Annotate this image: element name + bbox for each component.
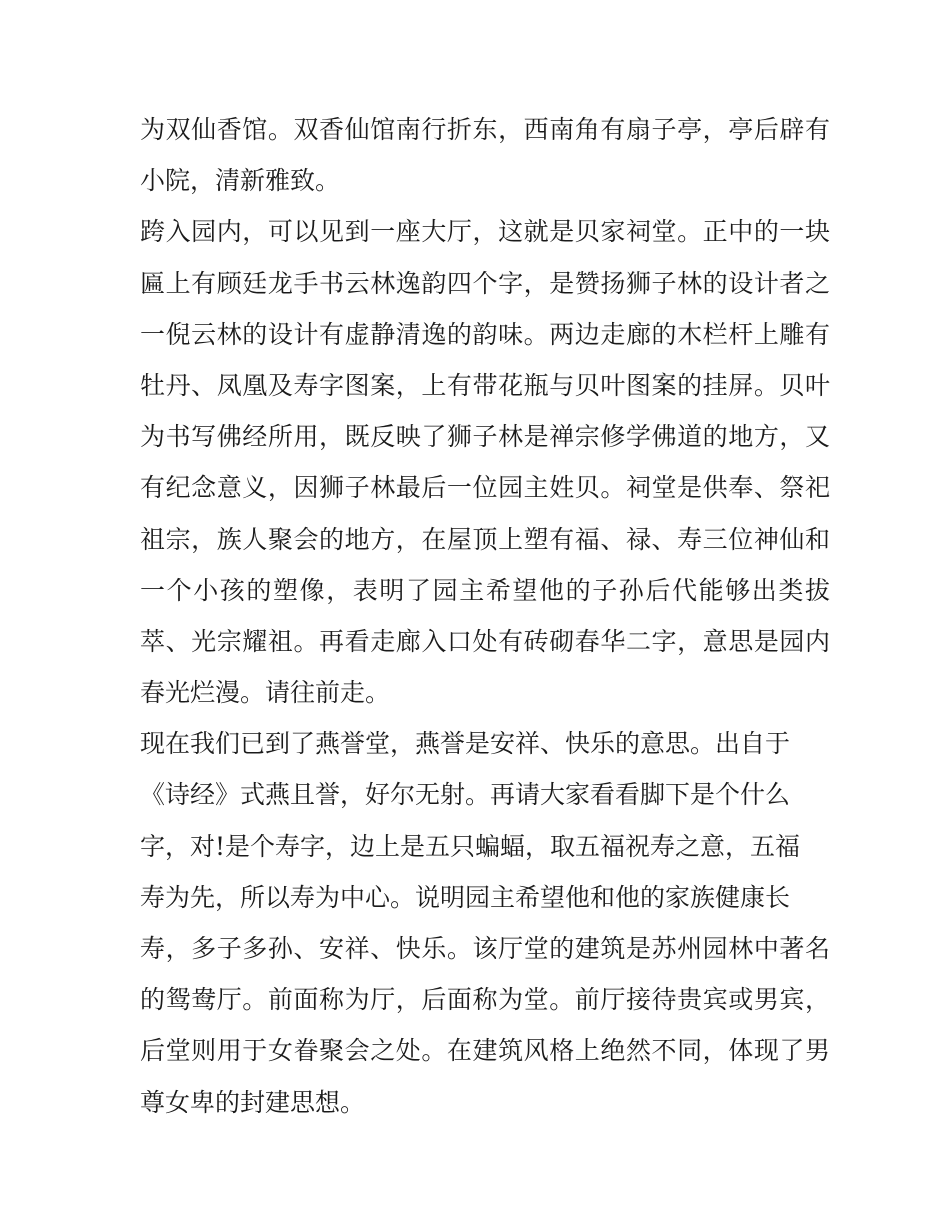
text-line: 萃、光宗耀祖。再看走廊入口处有砖砌春华二字，意思是园内	[140, 626, 830, 656]
text-line: 《诗经》式燕且誉，好尔无射。再请大家看看脚下是个什么	[140, 780, 791, 810]
text-line: 祖宗，族人聚会的地方，在屋顶上塑有福、禄、寿三位神仙和	[140, 524, 830, 554]
text-line: 一个小孩的塑像，表明了园主希望他的子孙后代能够出类拔	[140, 575, 830, 605]
text-line: 尊女卑的封建思想。	[140, 1087, 366, 1117]
text-line: 小院，清新雅致。	[140, 166, 341, 196]
text-line: 有纪念意义，因狮子林最后一位园主姓贝。祠堂是供奉、祭祀	[140, 473, 830, 503]
text-line: 跨入园内，可以见到一座大厅，这就是贝家祠堂。正中的一块	[140, 217, 830, 247]
text-line: 后堂则用于女眷聚会之处。在建筑风格上绝然不同，体现了男	[140, 1036, 830, 1066]
text-line: 为双仙香馆。双香仙馆南行折东，西南角有扇子亭，亭后辟有	[140, 115, 830, 144]
text-line: 牡丹、凤凰及寿字图案，上有带花瓶与贝叶图案的挂屏。贝叶	[140, 370, 830, 400]
text-line: 匾上有顾廷龙手书云林逸韵四个字，是赞扬狮子林的设计者之	[140, 268, 830, 298]
text-line: 字，对!是个寿字，边上是五只蝙蝠，取五福祝寿之意，五福	[140, 831, 801, 861]
text-line: 现在我们已到了燕誉堂，燕誉是安祥、快乐的意思。出自于	[140, 729, 791, 759]
text-line: 春光烂漫。请往前走。	[140, 678, 391, 708]
text-line: 一倪云林的设计有虚静清逸的韵味。两边走廊的木栏杆上雕有	[140, 319, 830, 349]
text-line: 寿，多子多孙、安祥、快乐。该厅堂的建筑是苏州园林中著名	[140, 934, 830, 963]
body-text	[140, 104, 830, 1128]
text-line: 寿为先，所以寿为中心。说明园主希望他和他的家族健康长	[140, 882, 791, 912]
text-line: 为书写佛经所用，既反映了狮子林是禅宗修学佛道的地方，又	[140, 422, 830, 452]
text-line: 的鸳鸯厅。前面称为厅，后面称为堂。前厅接待贵宾或男宾，	[140, 985, 830, 1015]
